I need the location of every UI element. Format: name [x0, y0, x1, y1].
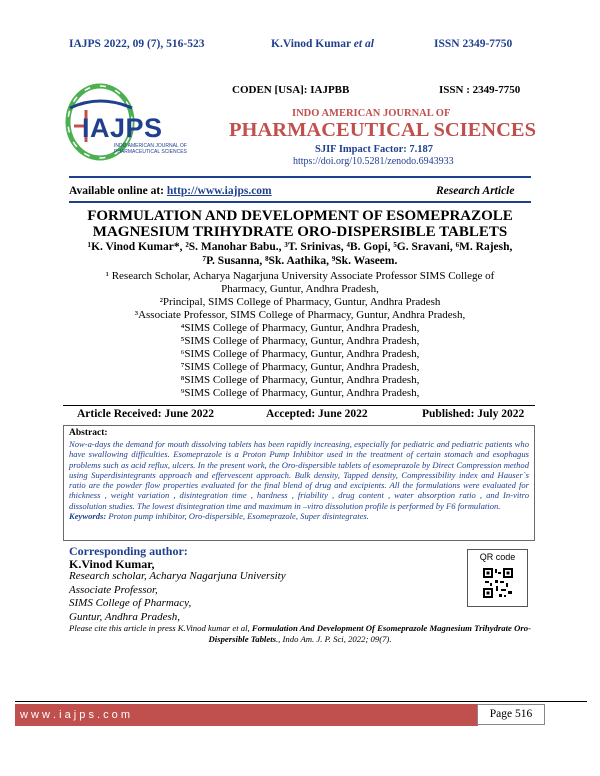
- impact-factor: SJIF Impact Factor: 7.187: [315, 144, 434, 155]
- coden: CODEN [USA]: IAJPBB: [232, 84, 350, 96]
- affiliation: ⁴SIMS College of Pharmacy, Guntur, Andhra Pradesh,: [180, 322, 420, 334]
- doi-link[interactable]: https://doi.org/10.5281/zenodo.6943933: [293, 156, 454, 167]
- qr-box: [467, 549, 528, 607]
- affiliation: ⁶SIMS College of Pharmacy, Guntur, Andhra Pradesh,: [180, 348, 420, 360]
- date-published: Published: July 2022: [422, 408, 525, 420]
- abstract-box: [63, 425, 535, 541]
- journal-logo: [60, 80, 210, 165]
- header-issn: ISSN 2349-7750: [434, 38, 513, 50]
- corresponding-name: K.Vinod Kumar,: [69, 557, 155, 571]
- affiliation: ¹ Research Scholar, Acharya Nagarjuna University Associate Professor SIMS College of: [105, 270, 495, 282]
- qr-code-icon[interactable]: [482, 567, 514, 599]
- paper-title: FORMULATION AND DEVELOPMENT OF ESOMEPRAZOLE MAGNESIUM TRIHYDRATE ORO-DISPERSIBLE TABLETS: [87, 208, 513, 240]
- divider-top: [69, 176, 531, 178]
- journal-name-line2: PHARMACEUTICAL SCIENCES: [229, 119, 536, 141]
- header-author: K.Vinod Kumar et al: [271, 38, 374, 50]
- journal-name-line1: INDO AMERICAN JOURNAL OF: [292, 108, 451, 119]
- citation-note: Please cite this article in press K.Vinod kumar et al, Formulation And Development Of Esomeprazole Magnesium Trihydrate Oro-Dispersible Tablets., Indo Am. J. P. Sci, 2022; 09(7).: [69, 623, 531, 644]
- affiliation: ³Associate Professor, SIMS College of Pharmacy, Guntur, Andhra Pradesh,: [134, 309, 466, 321]
- divider-bottom: [69, 201, 531, 203]
- date-accepted: Accepted: June 2022: [266, 408, 368, 420]
- masthead-issn: ISSN : 2349-7750: [439, 84, 521, 96]
- logo-subtext: INDO AMERICAN JOURNAL OF PHARMACEUTICAL SCIENCES: [114, 143, 187, 155]
- availability: Available online at: http://www.iajps.com: [69, 185, 272, 197]
- affiliation: ⁹SIMS College of Pharmacy, Guntur, Andhra Pradesh,: [180, 387, 420, 399]
- page-number: Page 516: [477, 704, 545, 725]
- date-received: Article Received: June 2022: [77, 408, 215, 420]
- affiliation: ⁷SIMS College of Pharmacy, Guntur, Andhra Pradesh,: [180, 361, 420, 373]
- qr-label: QR code: [479, 552, 516, 562]
- keywords: Keywords: Proton pump inhibitor, Oro-dispersible, Esomeprazole, Super disintegrates.: [69, 511, 369, 522]
- affiliation: Pharmacy, Guntur, Andhra Pradesh,: [221, 283, 379, 295]
- article-type: Research Article: [436, 185, 515, 197]
- logo-text: IAJPS: [82, 113, 163, 143]
- footer-rule: [15, 701, 587, 702]
- affiliation: ²Principal, SIMS College of Pharmacy, Guntur, Andhra Pradesh: [159, 296, 441, 308]
- affiliation: ⁵SIMS College of Pharmacy, Guntur, Andhra Pradesh,: [180, 335, 420, 347]
- abstract-heading: Abstract:: [69, 428, 108, 438]
- site-link[interactable]: http://www.iajps.com: [166, 185, 272, 197]
- author-list: ¹K. Vinod Kumar*, ²S. Manohar Babu., ³T. Srinivas, ⁴B. Gopi, ⁵G. Sravani, ⁶M. Rajesh, ⁷P. Susanna, ⁸Sk. Aathika, ⁹Sk. Waseem.: [87, 241, 513, 267]
- abstract-text: Now-a-days the demand for mouth dissolving tablets has been rapidly increasing, especially for pediatric and pediatric patients who have swallowing difficulties. Esomeprazole is a Proton Pump Inhibitor used in the treatment of certain stomach and esophagus problems such as acid reflux, ulcers. In the present work, the Oro-dispersible tablets of esomeprazole by Direct Compression method using Superdisintegrants approach and effervescent approach. Bulk density, Tapped density, Compressibility index and Hauser`s ratio are the powder flow properties evaluated for the final blend of drug and excipients. All the formulations were evaluated for thickness , weight variation , disintegration time , hardness , friability , drug content , water absorption ratio , and In-vitro dissolution studies. The lowest disintegration time and maximum in –vitro dissolution profile is performed by F6 formulation.: [69, 439, 529, 511]
- affiliation: ⁸SIMS College of Pharmacy, Guntur, Andhra Pradesh,: [180, 374, 420, 386]
- corresponding-details: Research scholar, Acharya Nagarjuna University Associate Professor, SIMS College of Pharmacy, Guntur, Andhra Pradesh,: [69, 570, 286, 623]
- footer-site[interactable]: w w w . i a j p s . c o m: [20, 709, 131, 721]
- journal-reference: IAJPS 2022, 09 (7), 516-523: [69, 38, 205, 50]
- corresponding-heading: Corresponding author:: [69, 544, 188, 558]
- dates-rule-top: [63, 405, 535, 406]
